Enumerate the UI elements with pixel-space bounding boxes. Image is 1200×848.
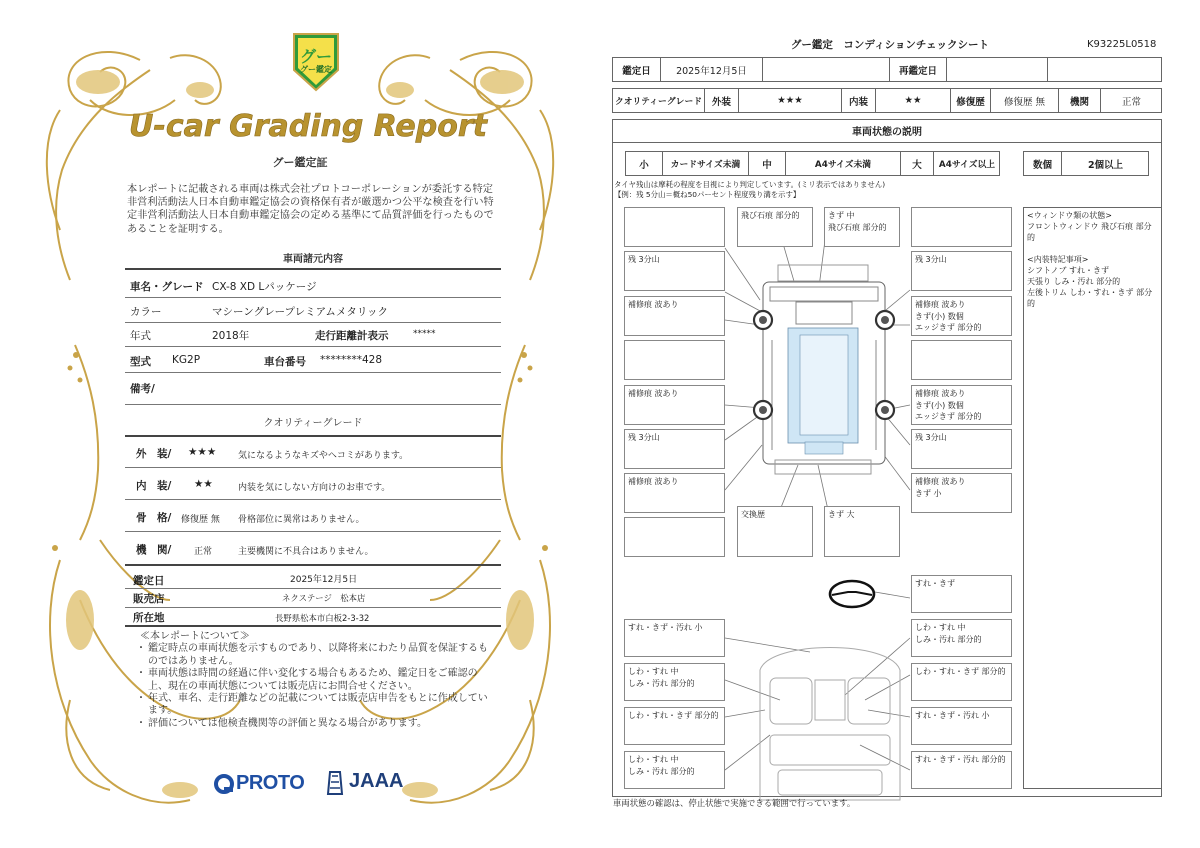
panel-front-top: 飛び石痕 部分的 (737, 207, 813, 247)
panel-line: しわ・すれ 中 (915, 623, 966, 632)
notes-heading: ≪本レポートについて≫ (140, 631, 250, 642)
certificate-statement: 本レポートに記載される車両は株式会社プロトコーポレーションが委託する特定非営利活動法人日本自動車鑑定協会の資格保有者が厳選かつ公平な検査を行い特定非営利活動法人日本自動車鑑定協会の定める基準にて品質評価を行ったものであることを証明する。 (127, 184, 494, 235)
quality-interior-grade: ★★ (194, 478, 213, 490)
window-heading: <ウィンドウ類の状態> (1027, 211, 1112, 220)
date-value: 2025年12月5日 (661, 58, 763, 81)
section-title: 車両状態の説明 (612, 119, 1162, 143)
panel-right-fender (911, 296, 1012, 336)
grade-row (612, 88, 1162, 113)
repair-value: 修復歴 無 (991, 89, 1059, 112)
interior-note: 左後トリム しわ・すれ・きず 部分的 (1027, 288, 1153, 308)
interior-note: 天張り しみ・汚れ 部分的 (1027, 277, 1121, 286)
tire-note (614, 180, 885, 200)
condition-check-sheet (600, 0, 1200, 848)
remarks-panel (1023, 207, 1162, 789)
interior-label: 内装 (842, 89, 876, 112)
model-value: KG2P (172, 354, 201, 366)
panel-line: きず(小) 数個 (915, 400, 964, 410)
date-row (612, 57, 1162, 82)
panel-front-left-seat (624, 663, 725, 701)
color-value: マシーングレープレミアムメタリック (212, 306, 388, 318)
quality-exterior-desc: 気になるようなキズやヘコミがあります。 (238, 451, 409, 461)
quality-engine-grade: 正常 (194, 547, 213, 557)
panel-left-trim: しわ・すれ・きず 部分的 (624, 707, 725, 745)
goo-badge-icon (288, 32, 344, 92)
panel-left-quarter: 補修痕 波あり (624, 473, 725, 513)
quality-heading: クオリティーグレード (263, 418, 363, 429)
proto-logo-icon (214, 774, 234, 796)
quality-interior-label: 内 装/ (136, 480, 172, 492)
engine-label: 機関 (1059, 89, 1101, 112)
size-l-label: 大 (901, 152, 934, 175)
panel-console: すれ・きず・汚れ 小 (911, 707, 1012, 745)
divider (125, 625, 501, 627)
tire-note-line: タイヤ残山は摩耗の程度を目視により判定しています。(ミリ表示ではありません) (614, 180, 886, 189)
panel-left-fender: 補修痕 波あり (624, 296, 725, 336)
panel-line: エッジきず 部分的 (915, 412, 982, 421)
proto-logo: PROTO (236, 772, 305, 794)
panel-rear-left-seat (624, 751, 725, 789)
panel-right-quarter (911, 473, 1012, 513)
svg-text:グー: グー (299, 47, 333, 66)
panel-line: しわ・すれ 中 (628, 755, 679, 764)
report-notes (136, 631, 496, 730)
divider (125, 372, 501, 373)
panel-front-right-top (911, 207, 1012, 247)
quality-exterior-grade: ★★★ (188, 446, 217, 458)
panel-line: しみ・汚れ 部分的 (628, 678, 695, 688)
count-label: 数個 (1024, 152, 1062, 175)
panel-ceiling: すれ・きず・汚れ 小 (624, 619, 725, 657)
panel-tire-rear-left: 残 3分山 (624, 429, 725, 469)
size-s-value: カードサイズ未満 (663, 152, 749, 175)
certificate-subtitle: グー鑑定証 (272, 156, 328, 169)
year-label: 年式 (130, 330, 151, 342)
note-item: ・ 鑑定時点の車両状態を示すものであり、以降将来にわたり品質を保証するものではありません。 (136, 643, 496, 668)
jaaa-logo-icon (326, 770, 346, 796)
color-label: カラー (130, 306, 162, 318)
divider (125, 322, 501, 323)
footer-note: 車両状態の確認は、停止状態で実施できる範囲で行っています。 (613, 798, 856, 808)
sheet-code: K93225L0518 (1087, 39, 1157, 50)
chassis-label: 車台番号 (264, 356, 306, 368)
count-value: 2個以上 (1087, 159, 1124, 171)
size-legend (625, 151, 1000, 176)
note-item: ・ 車両状態は時間の経過に伴い変化する場合もあるため、鑑定日をご確認の上、現在の車両状態については販売店にお問合せください。 (136, 668, 496, 693)
panel-rear-left-bottom (624, 517, 725, 557)
panel-line: きず 中 (828, 211, 855, 220)
engine-value: 正常 (1121, 96, 1141, 108)
count-legend (1023, 151, 1149, 176)
mileage-label: 走行距離計表示 (315, 330, 389, 342)
date-blank (763, 58, 890, 81)
model-label: 型式 (130, 356, 151, 368)
panel-line: 補修痕 波あり (915, 389, 966, 398)
quality-frame-desc: 骨格部位に異常はありません。 (238, 515, 365, 525)
quality-frame-grade: 修復歴 無 (181, 515, 220, 525)
sheet-title: グー鑑定 コンディションチェックシート (790, 39, 990, 51)
name-label: 車名・グレード (130, 281, 204, 293)
divider (125, 435, 501, 437)
chassis-value: ********428 (320, 354, 383, 366)
note-item: ・ 評価については他検査機関等の評価と異なる場合があります。 (136, 718, 496, 730)
panel-left-front-door (624, 340, 725, 380)
divider (125, 297, 501, 298)
quality-interior-desc: 内装を気にしない方向けのお車です。 (238, 483, 391, 493)
date-value: 2025年12月5日 (290, 575, 358, 585)
divider (125, 564, 501, 566)
panel-line: きず 小 (915, 488, 942, 498)
panel-line: 補修痕 波あり (915, 300, 966, 309)
panel-line: エッジきず 部分的 (915, 323, 982, 332)
interior-value: ★★ (876, 89, 951, 112)
exterior-value: ★★★ (739, 89, 842, 112)
shop-label: 販売店 (133, 593, 165, 605)
quality-label: クオリティーグレード (613, 89, 705, 112)
redate-label: 再鑑定日 (890, 58, 947, 81)
panel-back-door: きず 大 (824, 506, 900, 557)
panel-line: きず(小) 数個 (915, 311, 964, 321)
panel-right-rear-door (911, 385, 1012, 425)
panel-front-right-seat (911, 619, 1012, 657)
redate-blank (1048, 58, 1162, 81)
redate-value (947, 58, 1048, 81)
panel-right-front-door (911, 340, 1012, 380)
quality-engine-label: 機 関/ (136, 544, 172, 556)
divider (125, 467, 501, 468)
report-title-text: U-car Grading Report (129, 109, 487, 144)
divider (125, 346, 501, 347)
panel-front-left-top (624, 207, 725, 247)
divider (125, 268, 501, 270)
size-m-label: 中 (749, 152, 786, 175)
remarks-label: 備考/ (130, 383, 155, 395)
panel-steering: すれ・きず (911, 575, 1012, 613)
date-label: 鑑定日 (613, 58, 661, 81)
quality-engine-desc: 主要機関に不具合はありません。 (238, 547, 374, 557)
panel-right-trim: しわ・すれ・きず 部分的 (911, 663, 1012, 701)
name-value: CX-8 XD Lパッケージ (212, 281, 317, 293)
mileage-value: ***** (413, 329, 436, 339)
tire-note-line: 【例：残 5分山＝概ね50パーセント程度残り溝を示す】 (614, 190, 801, 199)
report-title (129, 92, 487, 152)
date-label: 鑑定日 (133, 575, 165, 587)
window-note: フロントウィンドウ 飛び石痕 部分的 (1027, 222, 1152, 242)
size-s-label: 小 (626, 152, 663, 175)
exterior-label: 外装 (705, 89, 739, 112)
size-l-value: A4サイズ以上 (938, 160, 996, 170)
panel-tire-rear-right: 残 3分山 (911, 429, 1012, 469)
spec-heading: 車両諸元内容 (283, 254, 343, 265)
panel-tire-front-right: 残 3分山 (911, 251, 1012, 291)
jaaa-logo: JAAA (349, 770, 404, 792)
divider (125, 499, 501, 500)
panel-rear-bumper: 交換歴 (737, 506, 813, 557)
note-item: ・ 年式、車名、走行距離などの記載については販売店申告をもとに作成しています。 (136, 693, 496, 718)
panel-rear-right-seat: すれ・きず・汚れ 部分的 (911, 751, 1012, 789)
address-value: 長野県松本市白板2-3-32 (275, 613, 370, 623)
panel-windshield (824, 207, 900, 247)
quality-exterior-label: 外 装/ (136, 448, 172, 460)
panel-line: しみ・汚れ 部分的 (915, 634, 982, 644)
interior-heading: <内装特記事項> (1027, 255, 1089, 264)
panel-left-rear-door: 補修痕 波あり (624, 385, 725, 425)
year-value: 2018年 (212, 330, 250, 342)
panel-line: しわ・すれ 中 (628, 667, 679, 676)
size-m-value: A4サイズ未満 (786, 152, 901, 175)
panel-line: 補修痕 波あり (915, 477, 966, 486)
divider (125, 607, 501, 608)
divider (125, 404, 501, 405)
address-label: 所在地 (133, 612, 165, 624)
panel-tire-front-left: 残 3分山 (624, 251, 725, 291)
quality-frame-label: 骨 格/ (136, 512, 172, 524)
divider (125, 531, 501, 532)
badge-label: グー鑑定 (300, 65, 332, 74)
panel-line: しみ・汚れ 部分的 (628, 766, 695, 776)
interior-note: シフトノブ すれ・きず (1027, 266, 1110, 275)
panel-line: 飛び石痕 部分的 (828, 222, 887, 232)
shop-value: ネクステージ 松本店 (282, 593, 366, 603)
divider (125, 588, 501, 589)
repair-label: 修復歴 (951, 89, 991, 112)
